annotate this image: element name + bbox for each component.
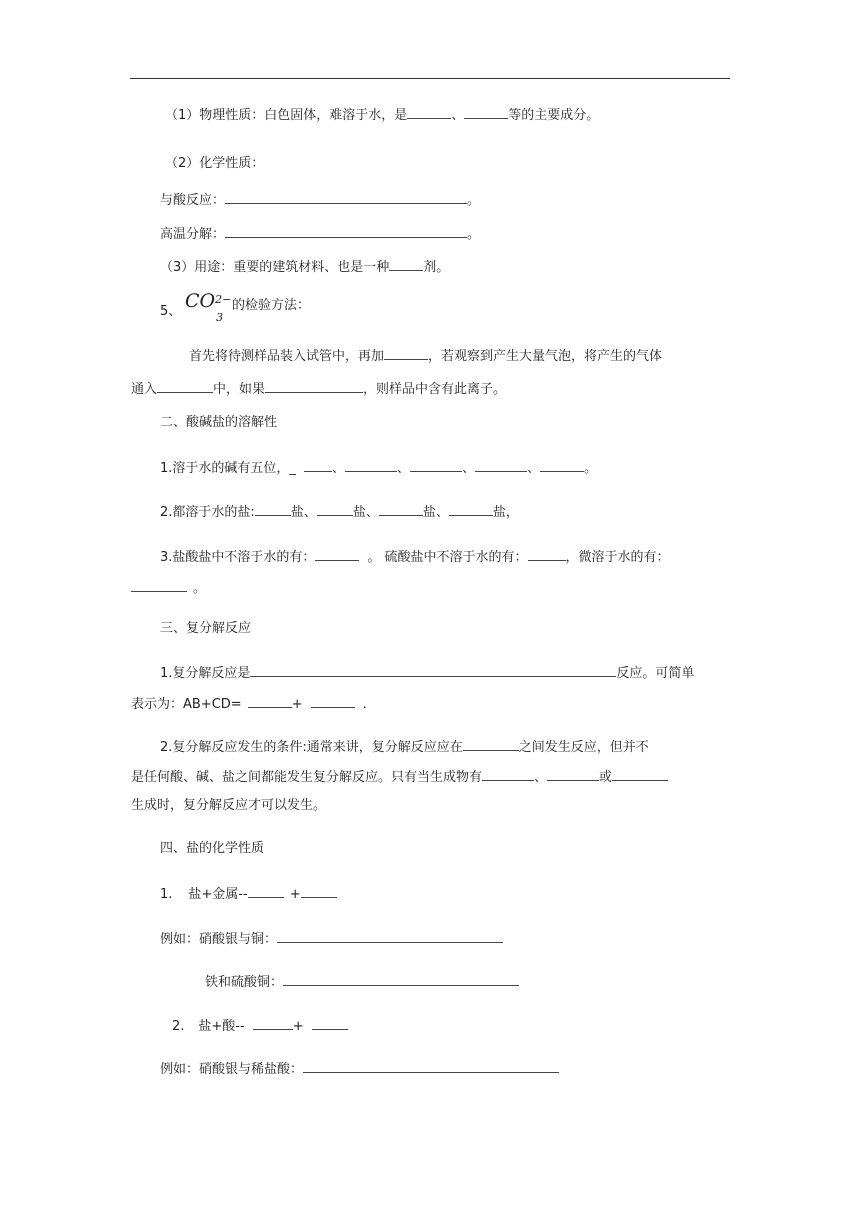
text: 、	[396, 461, 410, 476]
reaction-conditions-line-2	[131, 766, 668, 788]
text: 是任何酸、碱、盐之间都能发生复分解反应。只有当生成物有	[131, 770, 483, 785]
text: 。	[467, 193, 481, 208]
text: 、	[534, 770, 548, 785]
answer-blank[interactable]	[265, 378, 363, 393]
text: 、	[451, 108, 465, 123]
text: 铁和硫酸铜：	[205, 975, 284, 990]
answer-blank[interactable]	[250, 662, 616, 677]
text: 。 硫酸盐中不溶于水的有：	[367, 550, 528, 565]
physical-properties-line	[165, 104, 599, 126]
text: 1.	[160, 887, 173, 902]
answer-blank[interactable]	[225, 223, 467, 238]
answer-blank[interactable]	[303, 1058, 559, 1073]
text: 。	[467, 227, 481, 242]
text: 盐	[492, 505, 506, 520]
answer-blank[interactable]	[311, 693, 355, 708]
text: 通入	[131, 382, 158, 397]
answer-blank[interactable]	[253, 1015, 293, 1030]
answer-blank[interactable]	[547, 766, 599, 781]
answer-blank[interactable]	[463, 736, 519, 751]
answer-blank[interactable]	[255, 501, 291, 516]
section-heading-double-displacement: 三、复分解反应	[160, 621, 252, 636]
text: 反应。可简单	[616, 666, 695, 681]
carbonate-test-heading-num: 5、	[160, 304, 182, 319]
text: 表示为：AB+CD=	[131, 697, 242, 712]
answer-blank[interactable]	[304, 457, 332, 472]
text: 首先将待测样品装入试管中，再加	[189, 349, 385, 364]
text: 盐	[352, 505, 366, 520]
text: 2.	[172, 1019, 185, 1034]
answer-blank[interactable]	[248, 693, 292, 708]
text: +	[291, 697, 303, 712]
uses-line	[160, 256, 449, 278]
text: 或	[599, 770, 613, 785]
text: 之间发生反应，但并不	[518, 740, 649, 755]
formula-base: CO	[185, 290, 216, 312]
text: 与酸反应：	[160, 193, 226, 208]
acid-reaction-line	[160, 189, 480, 211]
text: 、	[303, 505, 317, 520]
text: 、	[331, 461, 345, 476]
answer-blank[interactable]	[312, 1015, 348, 1030]
answer-blank[interactable]	[248, 883, 284, 898]
silver-nitrate-copper-line	[160, 928, 503, 950]
section-heading-salt-chemistry: 四、盐的化学性质	[160, 841, 265, 856]
text: 盐	[422, 505, 436, 520]
answer-blank[interactable]	[528, 546, 566, 561]
section-heading-solubility: 二、酸碱盐的溶解性	[160, 415, 278, 430]
text: 、	[526, 461, 540, 476]
text: 例如：硝酸银与稀盐酸：	[160, 1062, 304, 1077]
answer-blank[interactable]	[410, 457, 462, 472]
salt-metal-line	[160, 883, 337, 905]
text: ，若观察到产生大量气泡，将产生的气体	[428, 349, 663, 364]
formula-subscript: 3	[216, 311, 224, 324]
answer-blank[interactable]	[157, 378, 213, 393]
answer-blank[interactable]	[131, 577, 187, 592]
text: _	[289, 461, 296, 476]
text: ，则样品中含有此离子。	[363, 382, 507, 397]
text: 。	[583, 461, 597, 476]
answer-blank[interactable]	[540, 457, 584, 472]
slightly-soluble-line	[131, 577, 206, 599]
double-displacement-formula	[131, 693, 367, 715]
text: 中，如果	[213, 382, 266, 397]
text: .	[362, 697, 367, 712]
answer-blank[interactable]	[407, 104, 451, 119]
answer-blank[interactable]	[315, 546, 359, 561]
text: 例如：硝酸银与铜：	[160, 932, 278, 947]
text: +	[292, 1019, 304, 1034]
answer-blank[interactable]	[379, 501, 423, 516]
answer-blank[interactable]	[389, 256, 423, 271]
text: 等的主要成分。	[508, 108, 600, 123]
chemical-properties-heading: （2）化学性质：	[165, 156, 265, 171]
text: （1）物理性质：白色固体，难溶于水，是	[165, 108, 408, 123]
text: 2.都溶于水的盐:	[160, 505, 255, 520]
answer-blank[interactable]	[317, 501, 353, 516]
text: 盐+酸--	[198, 1019, 245, 1034]
text: 盐+金属--	[188, 887, 248, 902]
answer-blank[interactable]	[475, 457, 527, 472]
carbonate-formula	[185, 290, 232, 324]
text: （3）用途：重要的建筑材料、也是一种	[160, 260, 390, 275]
answer-blank[interactable]	[277, 928, 503, 943]
answer-blank[interactable]	[225, 189, 467, 204]
text: ，	[505, 505, 519, 520]
text: 、	[435, 505, 449, 520]
text: 1.溶于水的碱有五位，	[160, 461, 290, 476]
text: 盐	[290, 505, 304, 520]
answer-blank[interactable]	[384, 345, 428, 360]
soluble-bases-line	[160, 457, 597, 479]
answer-blank[interactable]	[612, 766, 668, 781]
formula-superscript: 2−	[215, 293, 232, 306]
text: 1.复分解反应是	[160, 666, 251, 681]
text: ，微溶于水的有：	[565, 550, 670, 565]
answer-blank[interactable]	[301, 883, 337, 898]
test-method-line-2	[131, 378, 506, 400]
silver-nitrate-hcl-line	[160, 1058, 559, 1080]
text: 3.盐酸盐中不溶于水的有：	[160, 550, 316, 565]
answer-blank[interactable]	[345, 457, 397, 472]
carbonate-test-heading: 的检验方法：	[232, 298, 311, 313]
text: 、	[365, 505, 379, 520]
salt-acid-line	[172, 1015, 348, 1037]
header-rule	[130, 78, 730, 79]
insoluble-salts-line	[160, 546, 670, 568]
decomposition-line	[160, 223, 480, 245]
test-method-line-1	[189, 345, 662, 367]
text: 。	[193, 581, 207, 596]
text: 高温分解：	[160, 227, 226, 242]
double-displacement-definition	[160, 662, 694, 684]
text: 2.复分解反应发生的条件:通常来讲，复分解反应应在	[160, 740, 463, 755]
reaction-conditions-line-1	[160, 736, 649, 758]
text: 剂。	[423, 260, 450, 275]
text: +	[289, 887, 301, 902]
answer-blank[interactable]	[482, 766, 534, 781]
answer-blank[interactable]	[449, 501, 493, 516]
text: 、	[461, 461, 475, 476]
soluble-salts-line	[160, 501, 519, 523]
reaction-conditions-line-3: 生成时，复分解反应才可以发生。	[131, 798, 327, 813]
answer-blank[interactable]	[283, 971, 519, 986]
answer-blank[interactable]	[464, 104, 508, 119]
iron-copper-sulfate-line	[205, 971, 519, 993]
